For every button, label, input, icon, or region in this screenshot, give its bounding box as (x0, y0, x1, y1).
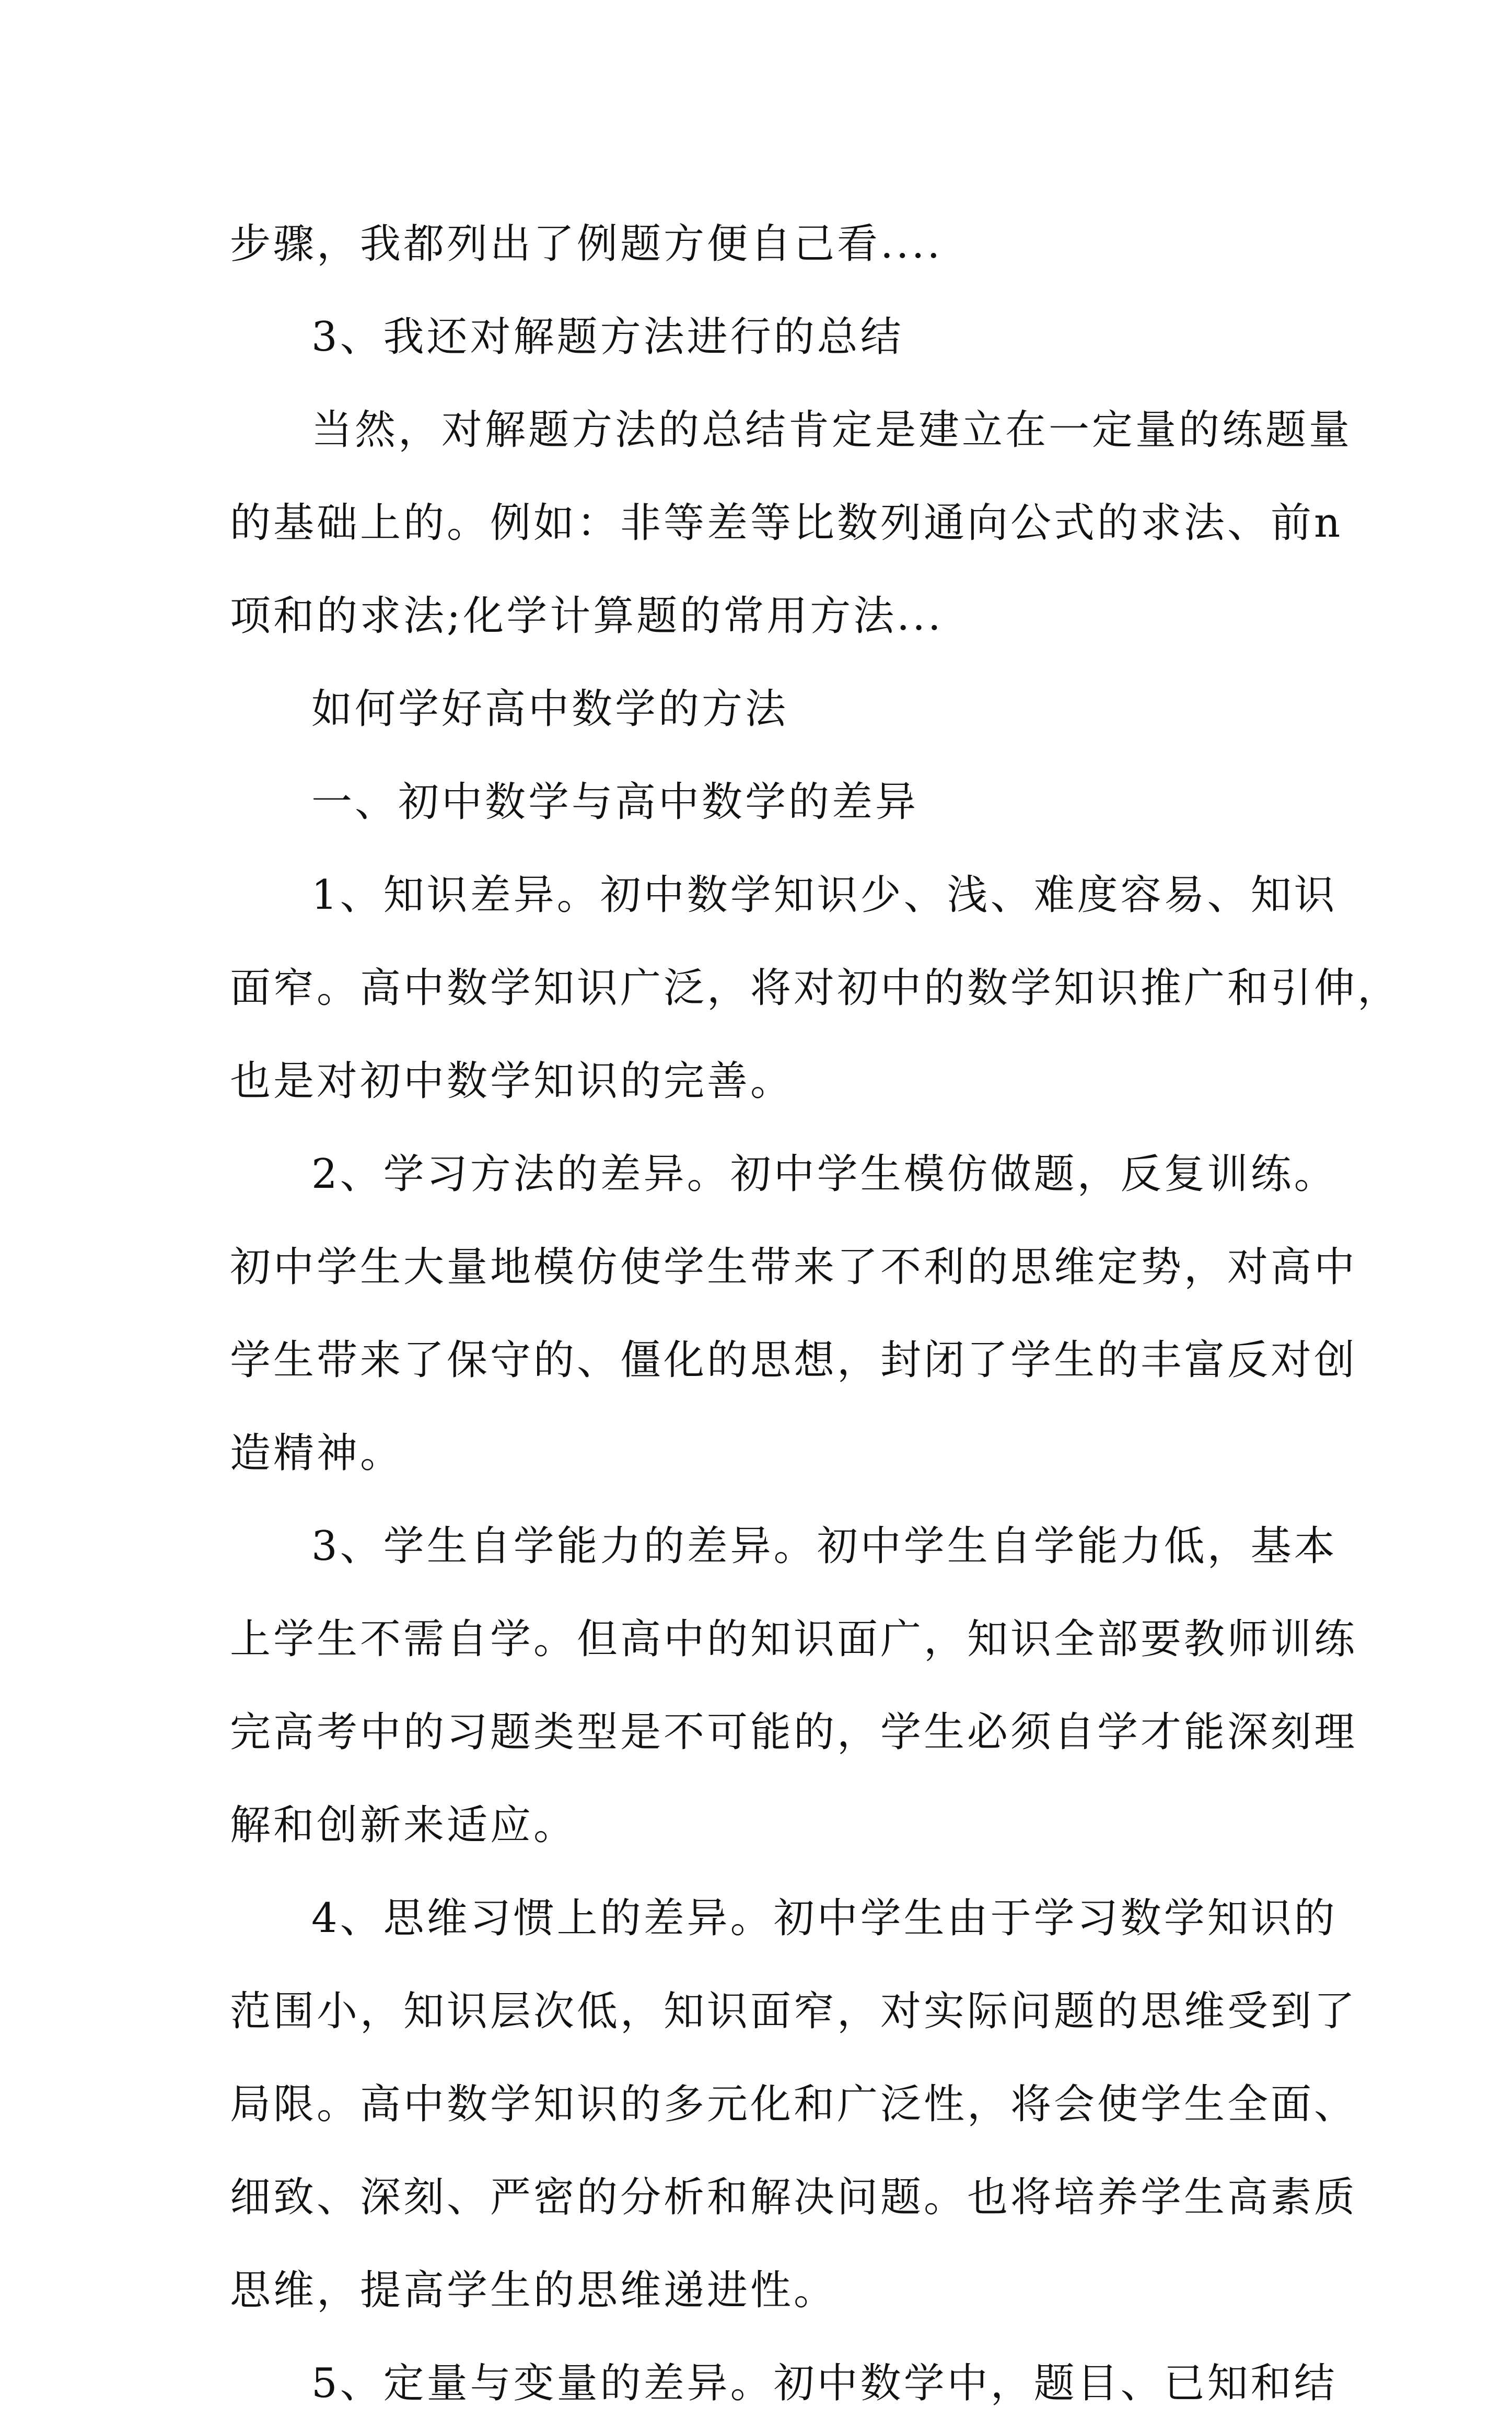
text-line: 也是对初中数学知识的完善。 (230, 1058, 794, 1105)
text-line: 学生带来了保守的、僵化的思想，封闭了学生的丰富反对创 (230, 1337, 1358, 1384)
text-line: 造精神。 (230, 1430, 404, 1477)
text-line: 3、学生自学能力的差异。初中学生自学能力低，基本 (311, 1523, 1337, 1570)
document-body (230, 198, 1401, 2430)
text-line: 1、知识差异。初中数学知识少、浅、难度容易、知识 (311, 872, 1337, 919)
text-line: 完高考中的习题类型是不可能的，学生必须自学才能深刻理 (230, 1709, 1358, 1756)
text-line: 项和的求法;化学计算题的常用方法... (230, 593, 944, 640)
text-line: 初中学生大量地模仿使学生带来了不利的思维定势，对高中 (230, 1244, 1358, 1291)
text-line: 5、定量与变量的差异。初中数学中，题目、已知和结 (311, 2360, 1337, 2407)
text-line: 2、学习方法的差异。初中学生模仿做题，反复训练。 (311, 1151, 1337, 1198)
text-line: 一、初中数学与高中数学的差异 (311, 779, 919, 826)
text-line: 的基础上的。例如：非等差等比数列通向公式的求法、前n (230, 500, 1343, 547)
text-line: 局限。高中数学知识的多元化和广泛性，将会使学生全面、 (230, 2081, 1358, 2128)
text-line: 3、我还对解题方法进行的总结 (311, 314, 904, 361)
text-line: 步骤，我都列出了例题方便自己看.... (230, 221, 943, 268)
text-line: 4、思维习惯上的差异。初中学生由于学习数学知识的 (311, 1895, 1337, 1942)
text-line: 思维，提高学生的思维递进性。 (230, 2267, 838, 2314)
text-line: 细致、深刻、严密的分析和解决问题。也将培养学生高素质 (230, 2174, 1358, 2221)
text-line: 范围小，知识层次低，知识面窄，对实际问题的思维受到了 (230, 1988, 1358, 2035)
text-line: 面窄。高中数学知识广泛，将对初中的数学知识推广和引伸， (230, 965, 1401, 1012)
text-line: 上学生不需自学。但高中的知识面广，知识全部要教师训练 (230, 1616, 1358, 1663)
text-line: 如何学好高中数学的方法 (311, 686, 789, 733)
text-line: 当然，对解题方法的总结肯定是建立在一定量的练题量 (311, 407, 1353, 454)
text-line: 解和创新来适应。 (230, 1802, 577, 1849)
